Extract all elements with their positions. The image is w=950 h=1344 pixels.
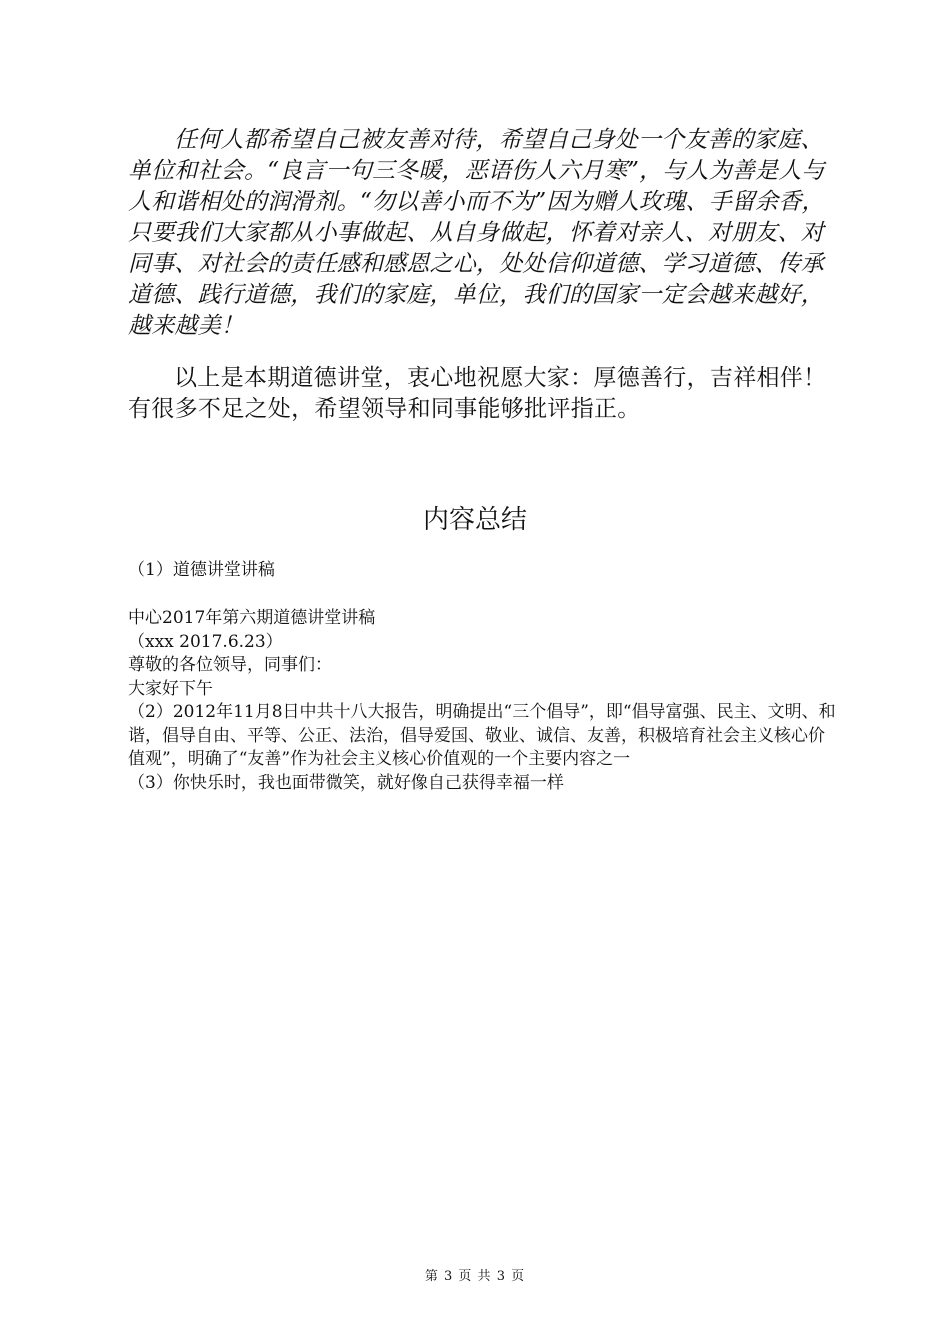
summary-line-date: （xxx 2017.6.23） xyxy=(128,631,283,652)
summary-item-1: （1）道德讲堂讲稿 xyxy=(128,560,275,580)
summary-line-greeting: 尊敬的各位领导，同事们： xyxy=(128,655,332,675)
summary-line-header: 中心2017年第六期道德讲堂讲稿 xyxy=(128,608,376,628)
page-number-footer: 第 3 页 共 3 页 xyxy=(424,1269,526,1284)
summary-title: 内容总结 xyxy=(422,505,527,535)
italic-paragraph: 任何人都希望自己被友善对待，希望自己身处一个友善的家庭、单位和社会。“良言一句三冬暖，恶语伤人六月寒”，与人为善是人与人和谐相处的润滑剂。“勿以善小而不为”因为赠人玫瑰、手留余香，只要我们大家都从小事做起、从自身做起，怀着对亲人、对朋友、对同事、对社会的责任感和感恩之心，处处信仰道德、学习道德、传承道德、践行道德，我们的家庭，单位，我们的国家一定会越来越好，越来越美！ xyxy=(128,127,825,339)
summary-item-3: （3）你快乐时，我也面带微笑，就好像自己获得幸福一样 xyxy=(128,772,564,793)
summary-line-hello: 大家好下午 xyxy=(128,678,213,699)
summary-item-2: （2）2012年11月8日中共十八大报告，明确提出“三个倡导”，即“倡导富强、民主、文明、和谐，倡导自由、平等、公正、法治，倡导爱国、敬业、诚信、友善，积极培育社会主义核心价值观”，明确了“友善”作为社会主义核心价值观的一个主要内容之一 xyxy=(128,702,836,769)
closing-paragraph: 以上是本期道德讲堂，衷心地祝愿大家：厚德善行，吉祥相伴！有很多不足之处，希望领导和同事能够批评指正。 xyxy=(128,365,827,422)
summary-block xyxy=(128,607,840,795)
